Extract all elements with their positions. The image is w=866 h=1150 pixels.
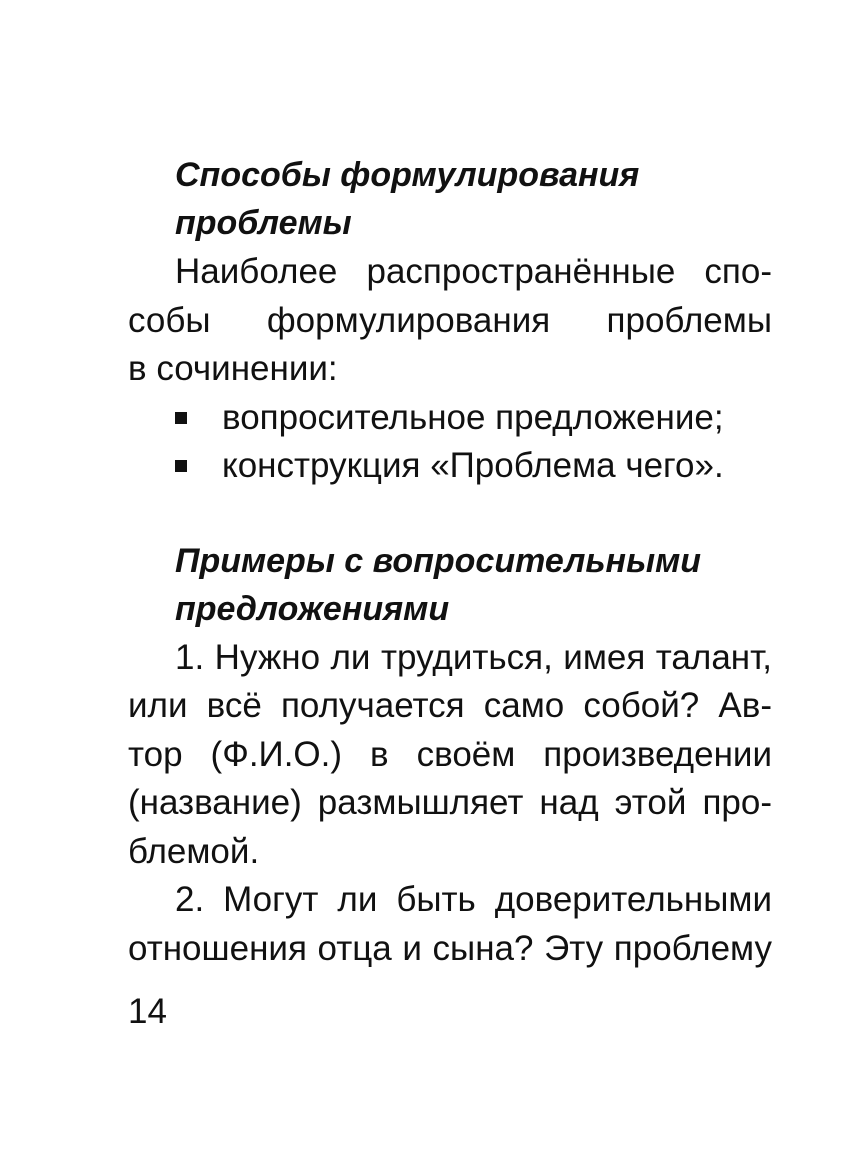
paragraph-line: тор (Ф.И.О.) в своём произведении (128, 735, 772, 774)
list-item (175, 442, 775, 490)
section-heading: предложениями (175, 590, 450, 628)
paragraph-line: в сочинении: (128, 349, 338, 388)
paragraph-line: блемой. (128, 832, 260, 871)
paragraph-line: собы формулирования проблемы (128, 301, 772, 340)
section-heading: Способы формулирования (175, 156, 640, 194)
section-heading: Примеры с вопросительными (175, 542, 702, 580)
paragraph-line: 1. Нужно ли трудиться, имея талант, (175, 638, 772, 677)
list-item-text: вопросительное предложение; (222, 398, 724, 437)
section-heading: проблемы (175, 204, 352, 242)
square-bullet-icon (175, 460, 187, 472)
paragraph-line: (название) размышляет над этой про- (128, 783, 772, 822)
paragraph-line: 2. Могут ли быть доверительными (175, 880, 772, 919)
paragraph-line: Наиболее распространённые спо- (175, 252, 772, 291)
square-bullet-icon (175, 412, 187, 424)
list-item (175, 394, 775, 442)
page-number: 14 (128, 992, 167, 1031)
paragraph-line: или всё получается само собой? Ав- (128, 686, 772, 725)
list-item-text: конструкция «Проблема чего». (222, 446, 724, 485)
paragraph-line: отношения отца и сына? Эту проблему (128, 929, 772, 968)
